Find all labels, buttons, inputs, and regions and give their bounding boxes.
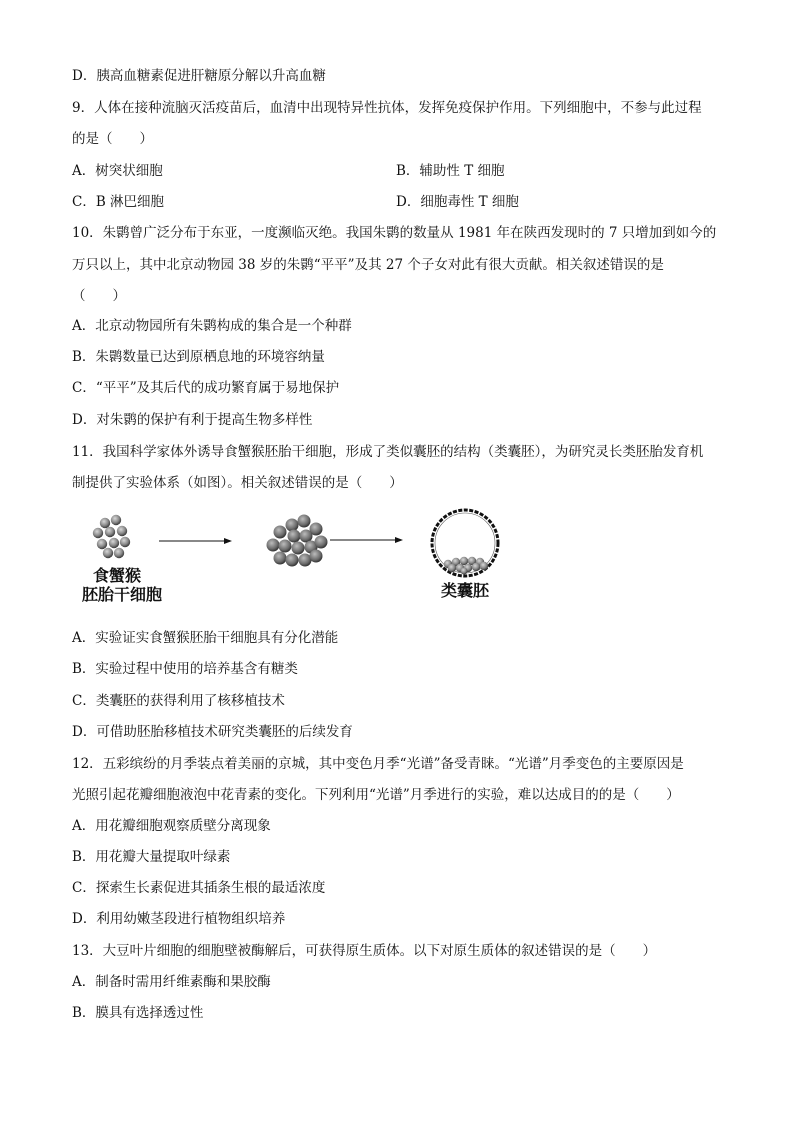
embryonic-stem-cells-icon — [93, 515, 130, 558]
q13-option-a: A．制备时需用纤维素酶和果胶酶 — [72, 974, 271, 990]
figure-label-embryonic-stem-cells: 胚胎干细胞 — [81, 585, 162, 604]
figure-label-macaque: 食蟹猴 — [92, 566, 141, 585]
q11-option-a: A．实验证实食蟹猴胚胎干细胞具有分化潜能 — [72, 630, 339, 646]
q8-option-d: D．胰高血糖素促进肝糖原分解以升高血糖 — [72, 68, 326, 84]
q11-stem-line-2: 制提供了实验体系（如图）。相关叙述错误的是（ ） — [72, 475, 403, 491]
figure-label-blastoid: 类囊胚 — [440, 581, 489, 600]
q11-stem-line-1: 11．我国科学家体外诱导食蟹猴胚胎干细胞，形成了类似囊胚的结构（类囊胚），为研究灵长类胚胎发育机 — [72, 444, 704, 460]
q9-option-d: D．细胞毒性 T 细胞 — [396, 194, 519, 210]
q12-stem-line-2: 光照引起花瓣细胞液泡中花青素的变化。下列利用“光谱”月季进行的实验，难以达成目的的是（ ） — [72, 787, 680, 803]
q10-option-d: D．对朱鹮的保护有利于提高生物多样性 — [72, 412, 313, 428]
q13-stem-line-1: 13．大豆叶片细胞的细胞壁被酶解后，可获得原生质体。以下对原生质体的叙述错误的是（ ） — [72, 943, 657, 959]
cell-aggregate-icon — [267, 515, 328, 567]
q13-option-b: B．膜具有选择透过性 — [72, 1005, 204, 1021]
q9-option-a: A．树突状细胞 — [72, 163, 163, 179]
q11-option-d: D．可借助胚胎移植技术研究类囊胚的后续发育 — [72, 724, 353, 740]
q10-option-a: A．北京动物园所有朱鹮构成的集合是一个种群 — [72, 318, 352, 334]
q10-stem-line-1: 10．朱鹮曾广泛分布于东亚，一度濒临灭绝。我国朱鹮的数量从 1981 年在陕西发现时的 7 只增加到如今的 — [72, 225, 717, 241]
arrow-icon — [330, 537, 403, 543]
q12-option-c: C．探索生长素促进其插条生根的最适浓度 — [72, 880, 326, 896]
q12-option-b: B．用花瓣大量提取叶绿素 — [72, 849, 231, 865]
q10-stem-line-3: （ ） — [72, 288, 126, 304]
arrow-icon — [159, 538, 232, 544]
q12-option-d: D．利用幼嫩茎段进行植物组织培养 — [72, 911, 286, 927]
q12-option-a: A．用花瓣细胞观察质壁分离现象 — [72, 818, 271, 834]
q9-option-b: B．辅助性 T 细胞 — [396, 163, 505, 179]
q10-option-b: B．朱鹮数量已达到原栖息地的环境容纳量 — [72, 349, 325, 365]
blastoid-icon — [432, 510, 498, 576]
q10-stem-line-2: 万只以上，其中北京动物园 38 岁的朱鹮“平平”及其 27 个子女对此有很大贡献。相关叙述错误的是 — [72, 257, 664, 273]
q11-option-b: B．实验过程中使用的培养基含有糖类 — [72, 661, 298, 677]
q12-stem-line-1: 12．五彩缤纷的月季装点着美丽的京城，其中变色月季“光谱”备受青睐。“光谱”月季变色的主要原因是 — [72, 756, 684, 772]
q10-option-c: C．“平平”及其后代的成功繁育属于易地保护 — [72, 380, 340, 396]
q11-figure — [72, 505, 722, 615]
q9-stem-line-2: 的是（ ） — [72, 131, 153, 147]
q11-option-c: C．类囊胚的获得利用了核移植技术 — [72, 693, 285, 709]
q9-option-c: C．B 淋巴细胞 — [72, 194, 165, 210]
q9-stem-line-1: 9．人体在接种流脑灭活疫苗后，血清中出现特异性抗体，发挥免疫保护作用。下列细胞中，不参与此过程 — [72, 100, 702, 116]
